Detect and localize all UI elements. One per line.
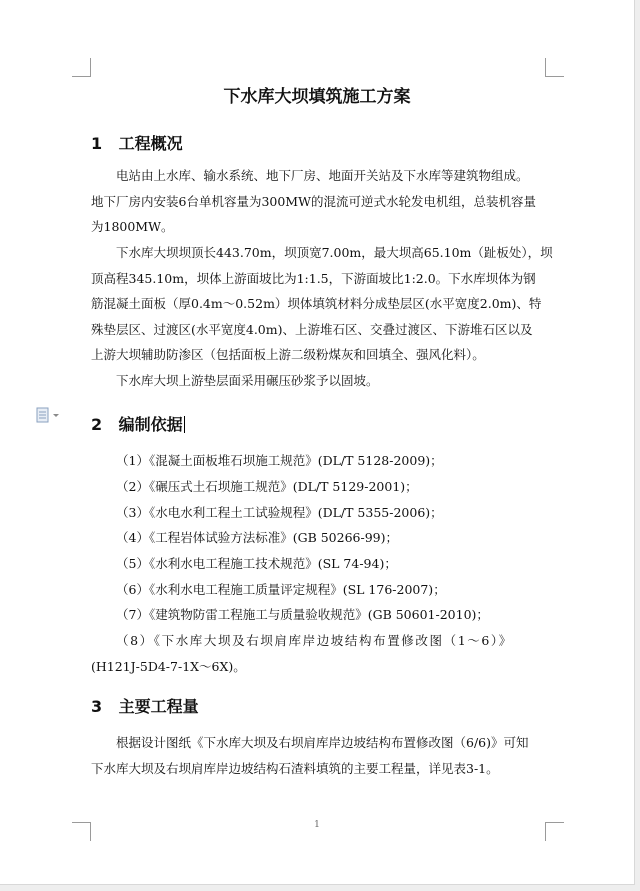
reference-item[interactable]: （3）《水电水利工程土工试验规程》(DL/T 5355-2006)； [116,505,443,520]
text-line: 顶高程345.10m，坝体上游面坡比为1:1.5，下游面坡比1:2.0。下水库坝体为钢 [91,270,536,286]
section-1-title: 工程概况 [118,134,183,153]
crop-mark-top-right [545,58,564,77]
reference-item-8-continued[interactable]: (H121J-5D4-7-1X～6X)。 [91,659,246,674]
section-1-paragraph-3[interactable] [91,368,545,394]
text-line: 下水库大坝坝顶长443.70m，坝顶宽7.00m，最大坝高65.10m（趾板处），坝 [116,245,553,260]
reference-item[interactable]: （4）《工程岩体试验方法标准》(GB 50266-99)； [116,530,398,545]
section-1-paragraph-2[interactable] [91,240,553,368]
section-1-heading[interactable] [91,131,183,154]
text-line: 根据设计图纸《下水库大坝及右坝肩库岸边坡结构布置修改图（6/6)》可知 [116,735,529,750]
reference-item[interactable]: （2）《碾压式土石坝施工规范》(DL/T 5129-2001)； [116,479,418,494]
text-line: 为1800MW。 [91,219,174,234]
text-line: 上游大坝辅助防渗区（包括面板上游二级粉煤灰和回填全、强风化料）。 [91,347,485,362]
text-line: 下水库大坝及右坝肩库岸边坡结构石渣料填筑的主要工程量，详见表3-1。 [91,760,499,776]
section-2-number: 2 [91,415,103,434]
section-1-paragraph-1[interactable] [91,163,545,240]
reference-item[interactable]: （5）《水利水电工程施工技术规范》(SL 74-94)； [116,556,397,571]
section-3-paragraph[interactable] [91,730,545,781]
page-number: 1 [314,820,320,830]
document-title[interactable]: 下水库大坝填筑施工方案 [223,87,411,107]
text-line: 筋混凝土面板（厚0.4m～0.52m）坝体填筑材料分成垫层区(水平宽度2.0m)、特 [91,296,542,311]
paste-options-icon[interactable] [36,407,62,423]
section-2-heading[interactable] [91,412,185,435]
reference-item[interactable]: （7）《建筑物防雷工程施工与质量验收规范》(GB 50601-2010)； [116,607,489,622]
reference-item[interactable]: （1）《混凝土面板堆石坝施工规范》(DL/T 5128-2009)； [116,453,443,468]
section-3-title: 主要工程量 [118,697,199,716]
text-line: 地下厂房内安装6台单机容量为300MW的混流可逆式水轮发电机组，总装机容量 [91,193,536,209]
crop-mark-top-left [72,58,91,77]
reference-item[interactable]: （6）《水利水电工程施工质量评定规程》(SL 176-2007)； [116,582,446,597]
section-3-heading[interactable] [91,694,199,717]
reference-item-8[interactable]: （8）《下水库大坝及右坝肩库岸边坡结构布置修改图（1～6）》 [116,633,513,648]
section-1-number: 1 [91,134,103,153]
section-2-title: 编制依据 [118,415,183,434]
text-line: 殊垫层区、过渡区(水平宽度4.0m)、上游堆石区、交叠过渡区、下游堆石区以及 [91,321,533,337]
text-line: 下水库大坝上游垫层面采用碾压砂浆予以固坡。 [116,373,379,388]
text-cursor [184,416,185,433]
text-line: 电站由上水库、输水系统、地下厂房、地面开关站及下水库等建筑物组成。 [116,168,529,183]
section-3-number: 3 [91,697,103,716]
